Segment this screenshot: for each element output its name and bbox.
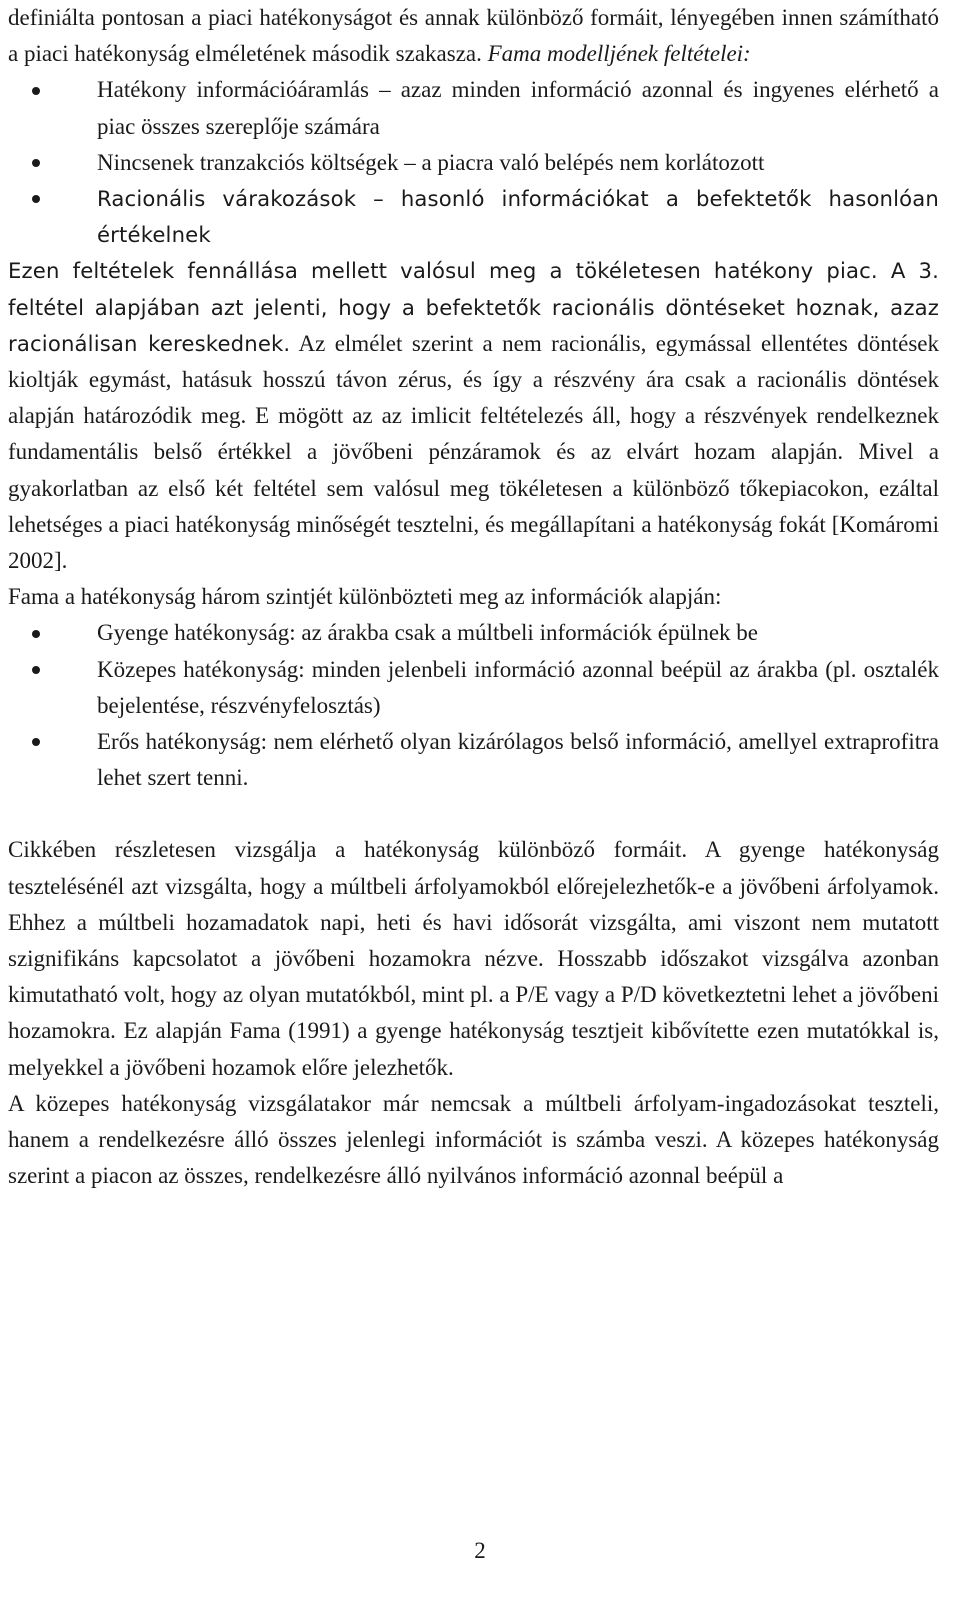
condition-text: Racionális várakozások – hasonló információkat a befektetők hasonlóan értékelnek bbox=[97, 186, 939, 248]
bullet-icon bbox=[26, 145, 46, 181]
bullet-icon bbox=[26, 652, 46, 688]
levels-list bbox=[8, 615, 939, 796]
list-item bbox=[8, 72, 939, 144]
intro-text: definiálta pontosan a piaci hatékonyságot és annak különböző formáit, lényegében innen számítható a piaci hatékonyság elméletének második szakasza. bbox=[8, 5, 939, 67]
level-text: Közepes hatékonyság: minden jelenbeli információ azonnal beépül az árakba (pl. osztalék bejelentése, részvényfelosztás) bbox=[97, 656, 939, 718]
level-text: Erős hatékonyság: nem elérhető olyan kizárólagos belső információ, amellyel extraprofitra lehet szert tenni. bbox=[97, 729, 939, 791]
conditions-summary-serif: Az elmélet szerint a nem racionális, egymással ellentétes döntések kioltják egymást, hatásuk hosszú távon zérus, és így a részvény ára csak a racionális döntések alapján határozódik meg. E mögött az az imlicit feltételezés áll, hogy a részvények rendelkeznek fundamentális belső értékkel a jövőbeni pénzáramok és az elvárt hozam alapján. Mivel a gyakorlatban az első két feltétel sem valósul meg tökéletesen a különböző tőkepiacokon, ezáltal lehetséges a piaci hatékonyság minőségét tesztelni, és megállapítani a hatékonyság fokát [Komáromi 2002]. bbox=[8, 330, 939, 574]
conditions-summary-paragraph bbox=[8, 253, 939, 579]
bullet-icon bbox=[26, 724, 46, 760]
list-item bbox=[8, 145, 939, 181]
list-item bbox=[8, 652, 939, 724]
levels-intro-paragraph: Fama a hatékonyság három szintjét különbözteti meg az információk alapján: bbox=[8, 584, 722, 610]
conditions-summary-sans: Ezen feltételek fennállása mellett valósul meg a tökéletesen hatékony piac. A 3. feltétel alapjában azt jelenti, hogy a befektetők racionális döntéseket hoznak, azaz racionálisan kereskednek. bbox=[8, 258, 939, 356]
conditions-heading: Fama modelljének feltételei: bbox=[487, 41, 751, 67]
weak-test-paragraph: Cikkében részletesen vizsgálja a hatékonyság különböző formáit. A gyenge hatékonyság tesztelésénél azt vizsgálta, hogy a múltbeli árfolyamokból előrejelezhetők-e a jövőbeni árfolyamok. Ehhez a múltbeli hozamadatok napi, heti és havi idősorát vizsgálta, ami viszont nem mutatott szignifikáns kapcsolatot a jövőbeni hozamokra nézve. Hosszabb időszakot vizsgálva azonban kimutatható volt, hogy az olyan mutatókból, mint pl. a P/E vagy a P/D következtetni lehet a jövőbeni hozamokra. Ez alapján Fama (1991) a gyenge hatékonyság tesztjeit kibővítette ezen mutatókkal is, melyekkel a jövőbeni hozamok előre jelezhetők. bbox=[8, 837, 939, 1080]
level-text: Gyenge hatékonyság: az árakba csak a múltbeli információk épülnek be bbox=[97, 620, 758, 646]
page-number: 2 bbox=[474, 1538, 486, 1563]
list-item bbox=[8, 181, 939, 253]
paragraph-gap bbox=[8, 796, 939, 832]
document-page bbox=[8, 0, 939, 1195]
conditions-list bbox=[8, 72, 939, 253]
condition-text: Hatékony információáramlás – azaz minden információ azonnal és ingyenes elérhető a piac összes szereplője számára bbox=[97, 77, 939, 139]
list-item bbox=[8, 615, 939, 651]
bullet-icon bbox=[26, 72, 46, 108]
bullet-icon bbox=[26, 181, 46, 217]
bullet-icon bbox=[26, 615, 46, 651]
semi-strong-test-paragraph: A közepes hatékonyság vizsgálatakor már nemcsak a múltbeli árfolyam-ingadozásokat teszteli, hanem a rendelkezésre álló összes jelenlegi információt is számba veszi. A közepes hatékonyság szerint a piacon az összes, rendelkezésre álló nyilvános információ azonnal beépül a bbox=[8, 1090, 939, 1189]
list-item bbox=[8, 724, 939, 796]
condition-text: Nincsenek tranzakciós költségek – a piacra való belépés nem korlátozott bbox=[97, 149, 765, 175]
intro-paragraph bbox=[8, 0, 939, 72]
